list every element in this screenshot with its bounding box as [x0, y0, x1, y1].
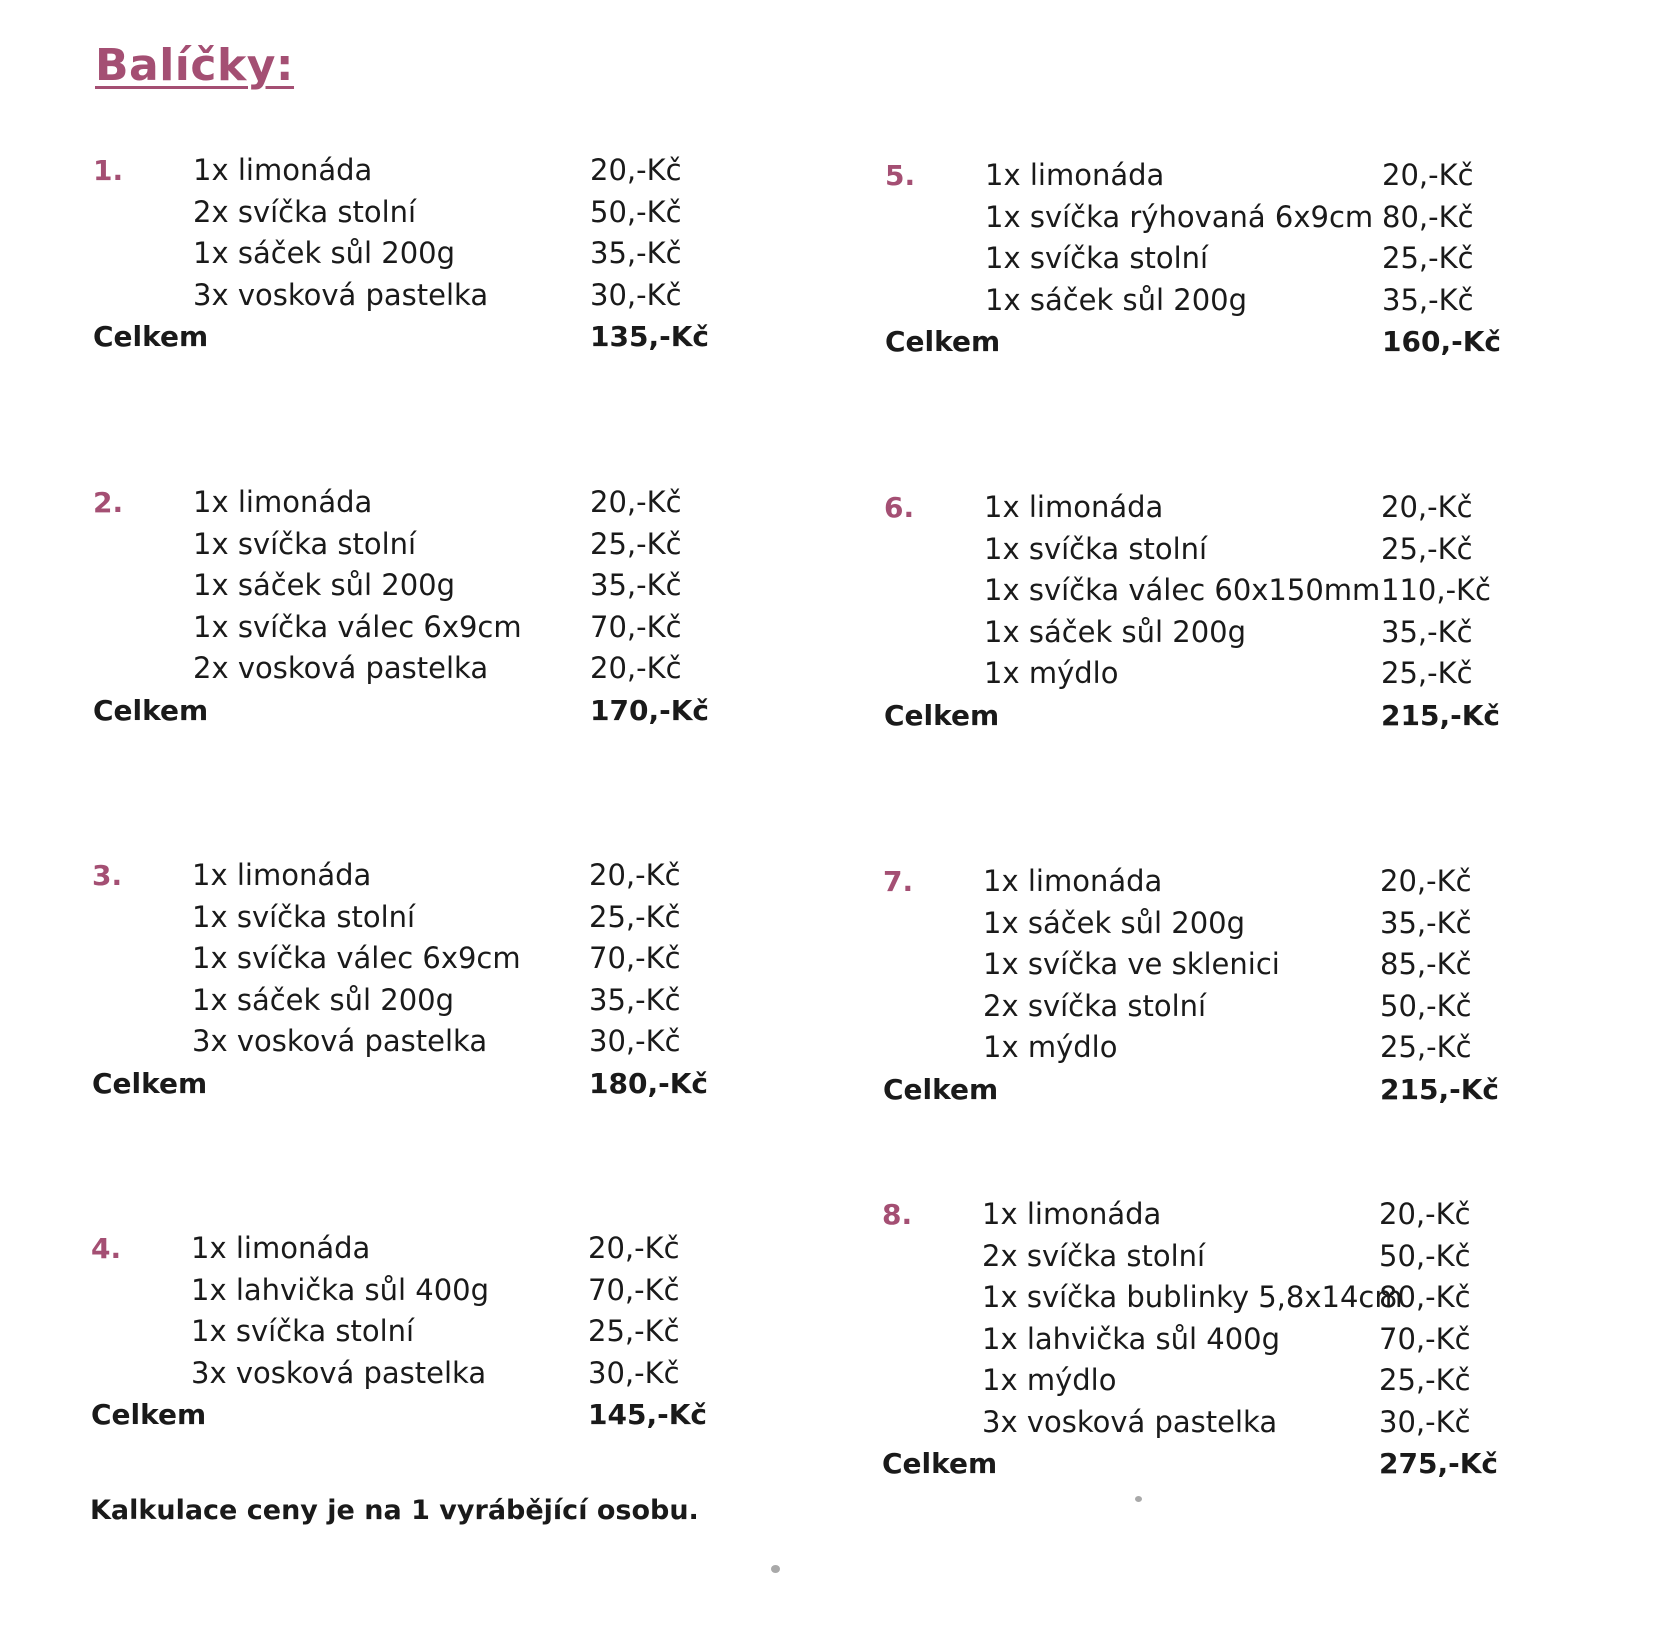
package-item-row — [91, 1228, 731, 1270]
item-name: 3x vosková pastelka — [191, 1355, 487, 1390]
package-item-row — [882, 1319, 1522, 1361]
package-item-row — [92, 1021, 732, 1063]
item-name: 1x svíčka válec 6x9cm — [192, 941, 521, 975]
package-number: 3. — [92, 859, 123, 892]
package-item-row — [883, 861, 1523, 903]
package-total-row — [885, 321, 1525, 363]
package-item-row — [882, 1277, 1522, 1319]
scan-speck — [771, 1565, 780, 1573]
item-name: 1x lahvička sůl 400g — [191, 1272, 490, 1307]
item-name: 1x svíčka rýhovaná 6x9cm — [985, 199, 1374, 234]
item-name: 1x svíčka bublinky 5,8x14cm — [982, 1280, 1403, 1314]
item-price: 35,-Kč — [1380, 905, 1472, 940]
item-price: 35,-Kč — [1382, 282, 1474, 317]
package-item-row — [93, 607, 733, 649]
package-item-row — [92, 855, 732, 897]
total-label: Celkem — [93, 320, 209, 353]
item-name: 1x svíčka stolní — [191, 1314, 415, 1348]
item-name: 1x svíčka stolní — [984, 531, 1208, 566]
package-item-row — [882, 1194, 1522, 1236]
item-price: 25,-Kč — [590, 526, 682, 561]
item-price: 20,-Kč — [1379, 1197, 1471, 1231]
item-price: 30,-Kč — [1379, 1404, 1471, 1439]
item-price: 70,-Kč — [588, 1272, 680, 1307]
item-name: 1x limonáda — [193, 485, 373, 519]
package-total-row — [884, 695, 1524, 737]
total-label: Celkem — [92, 1066, 208, 1100]
total-price: 215,-Kč — [1381, 698, 1500, 732]
package-item-row — [92, 897, 732, 939]
item-name: 1x svíčka válec 6x9cm — [193, 609, 522, 644]
package-number: 5. — [885, 159, 916, 192]
package-number: 4. — [91, 1232, 122, 1265]
package-item-row — [93, 648, 733, 690]
item-name: 1x limonáda — [191, 1231, 371, 1265]
item-name: 1x svíčka ve sklenici — [983, 947, 1280, 981]
item-name: 3x vosková pastelka — [193, 277, 489, 312]
item-name: 2x svíčka stolní — [193, 194, 417, 229]
item-name: 1x limonáda — [192, 858, 372, 892]
package-item-row — [885, 238, 1525, 280]
total-price: 180,-Kč — [589, 1066, 708, 1100]
package-number: 7. — [883, 865, 914, 898]
package-total-row — [882, 1443, 1522, 1485]
item-price: 50,-Kč — [1380, 988, 1472, 1023]
item-price: 25,-Kč — [1381, 531, 1473, 566]
package-8 — [882, 1194, 1522, 1485]
item-name: 1x mýdlo — [984, 656, 1119, 690]
total-price: 145,-Kč — [588, 1398, 707, 1431]
package-3 — [92, 855, 732, 1104]
package-1 — [93, 150, 733, 358]
item-price: 20,-Kč — [589, 858, 681, 892]
package-number: 1. — [93, 154, 124, 187]
item-name: 1x sáček sůl 200g — [193, 236, 456, 270]
package-item-row — [884, 653, 1524, 695]
item-price: 20,-Kč — [588, 1231, 680, 1265]
package-item-row — [882, 1402, 1522, 1444]
package-total-row — [92, 1063, 732, 1105]
package-item-row — [882, 1360, 1522, 1402]
item-name: 1x mýdlo — [983, 1030, 1118, 1064]
page-title: Balíčky: — [95, 40, 295, 91]
package-item-row — [93, 482, 733, 524]
package-item-row — [93, 524, 733, 566]
package-item-row — [93, 192, 733, 234]
package-number: 8. — [882, 1198, 913, 1231]
item-name: 1x svíčka válec 60x150mm — [984, 573, 1381, 607]
item-name: 1x limonáda — [985, 158, 1165, 192]
package-item-row — [885, 197, 1525, 239]
item-name: 3x vosková pastelka — [982, 1404, 1278, 1439]
item-price: 20,-Kč — [1380, 864, 1472, 898]
item-price: 80,-Kč — [1379, 1280, 1471, 1314]
package-item-row — [883, 1027, 1523, 1069]
total-price: 170,-Kč — [590, 693, 709, 727]
package-item-row — [884, 570, 1524, 612]
package-6 — [884, 487, 1524, 736]
item-name: 2x svíčka stolní — [982, 1238, 1206, 1273]
item-price: 25,-Kč — [1382, 241, 1474, 275]
item-price: 80,-Kč — [1382, 199, 1474, 234]
item-name: 1x limonáda — [983, 864, 1163, 898]
item-price: 35,-Kč — [589, 982, 681, 1017]
total-label: Celkem — [91, 1398, 207, 1431]
scan-speck — [1135, 1496, 1142, 1502]
item-name: 1x mýdlo — [982, 1363, 1117, 1397]
package-item-row — [93, 233, 733, 275]
package-item-row — [885, 155, 1525, 197]
item-name: 1x limonáda — [982, 1197, 1162, 1231]
item-name: 1x svíčka stolní — [192, 899, 416, 934]
item-price: 70,-Kč — [589, 941, 681, 975]
package-item-row — [93, 565, 733, 607]
item-price: 25,-Kč — [589, 899, 681, 934]
package-2 — [93, 482, 733, 731]
item-price: 50,-Kč — [1379, 1238, 1471, 1273]
item-price: 30,-Kč — [589, 1024, 681, 1058]
package-item-row — [92, 938, 732, 980]
total-label: Celkem — [884, 698, 1000, 732]
package-item-row — [93, 150, 733, 192]
package-7 — [883, 861, 1523, 1110]
total-label: Celkem — [93, 693, 209, 727]
package-item-row — [885, 280, 1525, 322]
package-item-row — [91, 1270, 731, 1312]
package-item-row — [883, 944, 1523, 986]
item-price: 30,-Kč — [588, 1355, 680, 1390]
total-label: Celkem — [882, 1447, 998, 1480]
item-name: 1x limonáda — [984, 490, 1164, 524]
package-number: 6. — [884, 491, 915, 524]
total-price: 275,-Kč — [1379, 1447, 1498, 1480]
item-price: 20,-Kč — [590, 485, 682, 519]
item-name: 1x limonáda — [193, 153, 373, 187]
item-name: 2x vosková pastelka — [193, 651, 489, 685]
package-item-row — [882, 1236, 1522, 1278]
item-name: 1x sáček sůl 200g — [983, 905, 1246, 940]
item-price: 50,-Kč — [590, 194, 682, 229]
item-price: 20,-Kč — [590, 153, 682, 187]
item-price: 25,-Kč — [588, 1314, 680, 1348]
item-price: 20,-Kč — [1382, 158, 1474, 192]
package-number: 2. — [93, 486, 124, 519]
item-price: 35,-Kč — [590, 568, 682, 602]
package-item-row — [91, 1311, 731, 1353]
total-label: Celkem — [883, 1072, 999, 1106]
item-price: 25,-Kč — [1381, 656, 1473, 690]
item-price: 110,-Kč — [1381, 573, 1491, 607]
item-price: 20,-Kč — [1381, 490, 1473, 524]
item-price: 35,-Kč — [1381, 614, 1473, 649]
item-price: 25,-Kč — [1380, 1030, 1472, 1064]
package-5 — [885, 155, 1525, 363]
total-price: 135,-Kč — [590, 320, 709, 353]
item-name: 3x vosková pastelka — [192, 1024, 488, 1058]
item-price: 70,-Kč — [1379, 1321, 1471, 1356]
package-total-row — [883, 1069, 1523, 1111]
package-total-row — [93, 690, 733, 732]
package-item-row — [884, 612, 1524, 654]
item-name: 1x sáček sůl 200g — [985, 282, 1248, 317]
package-total-row — [91, 1394, 731, 1436]
package-item-row — [91, 1353, 731, 1395]
item-price: 35,-Kč — [590, 236, 682, 270]
package-item-row — [92, 980, 732, 1022]
item-price: 20,-Kč — [590, 651, 682, 685]
package-4 — [91, 1228, 731, 1436]
item-name: 1x sáček sůl 200g — [192, 982, 455, 1017]
package-item-row — [884, 487, 1524, 529]
item-price: 30,-Kč — [590, 277, 682, 312]
total-price: 215,-Kč — [1380, 1072, 1499, 1106]
item-price: 85,-Kč — [1380, 947, 1472, 981]
item-name: 2x svíčka stolní — [983, 988, 1207, 1023]
item-name: 1x sáček sůl 200g — [193, 568, 456, 602]
total-label: Celkem — [885, 325, 1001, 358]
item-name: 1x sáček sůl 200g — [984, 614, 1247, 649]
total-price: 160,-Kč — [1382, 325, 1501, 358]
item-price: 70,-Kč — [590, 609, 682, 644]
item-name: 1x svíčka stolní — [193, 526, 417, 561]
package-item-row — [93, 275, 733, 317]
package-item-row — [884, 529, 1524, 571]
package-item-row — [883, 903, 1523, 945]
footnote: Kalkulace ceny je na 1 vyrábějící osobu. — [90, 1495, 699, 1526]
item-name: 1x svíčka stolní — [985, 241, 1209, 275]
package-item-row — [883, 986, 1523, 1028]
item-price: 25,-Kč — [1379, 1363, 1471, 1397]
package-total-row — [93, 316, 733, 358]
item-name: 1x lahvička sůl 400g — [982, 1321, 1281, 1356]
